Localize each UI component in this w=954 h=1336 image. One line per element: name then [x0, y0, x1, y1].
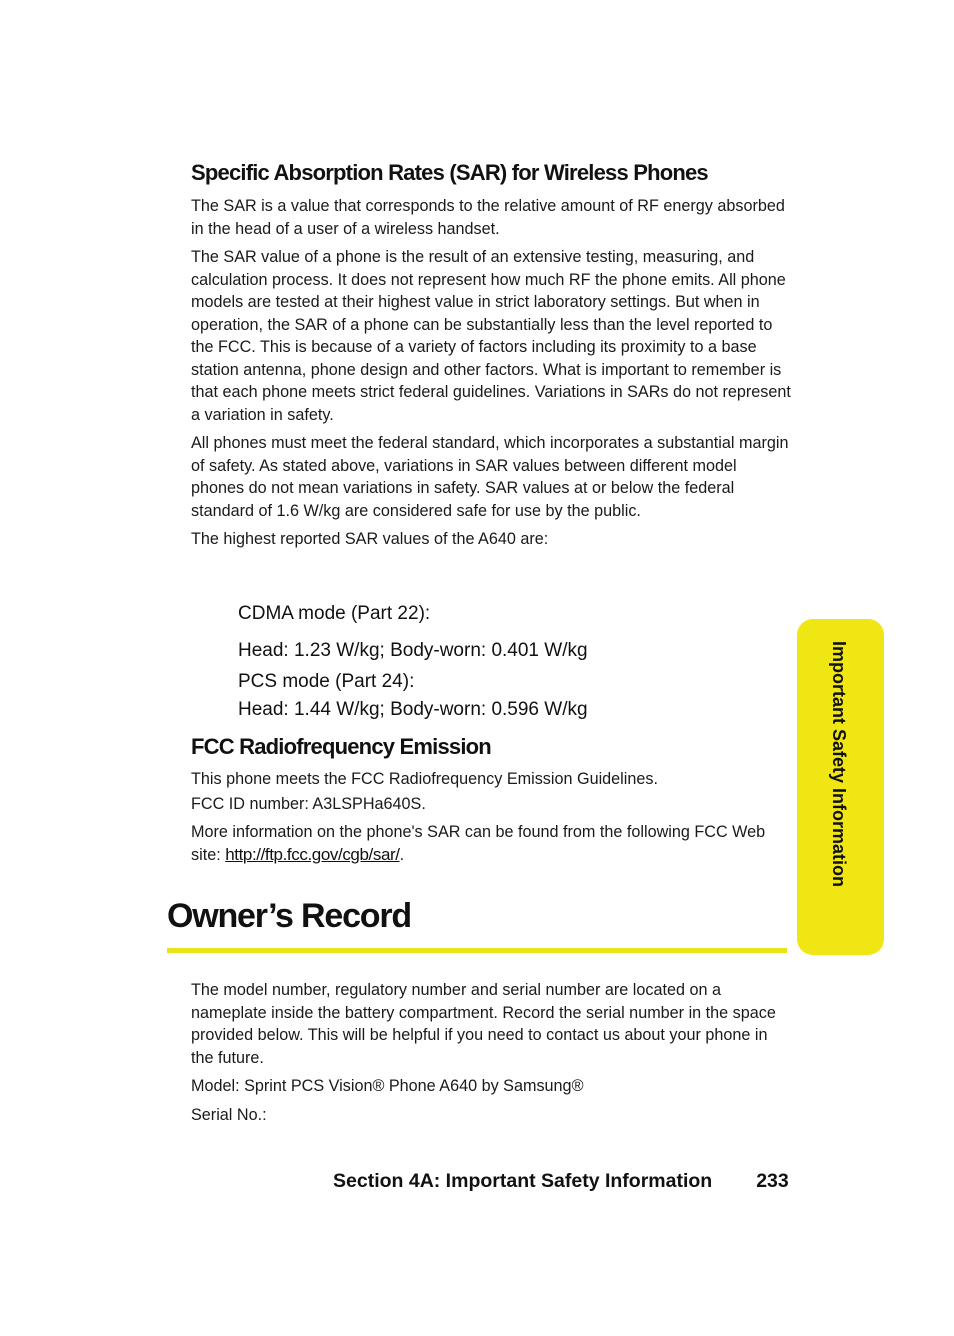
fcc-id-line: FCC ID number: A3LSPHa640S. [191, 794, 426, 813]
page-number: 233 [756, 1170, 789, 1192]
fcc-paragraph-1: This phone meets the FCC Radiofrequency Emission Guidelines. [191, 770, 658, 788]
fcc-body [191, 768, 791, 872]
sar-heading: Specific Absorption Rates (SAR) for Wireless Phones [191, 160, 708, 185]
owners-record-paragraph: The model number, regulatory number and serial number are located on a nameplate inside the battery compartment. Record the serial number in the space provided below. This will be helpful if you need to contact us about your phone in the future. [191, 981, 776, 1067]
fcc-heading: FCC Radiofrequency Emission [191, 734, 491, 759]
pcs-mode-values: Head: 1.44 W/kg; Body-worn: 0.596 W/kg [238, 699, 588, 720]
page-footer [333, 1170, 789, 1193]
cdma-mode-values: Head: 1.23 W/kg; Body-worn: 0.401 W/kg [238, 640, 588, 661]
side-tab-label: Important Safety Information [829, 641, 849, 888]
serial-line: Serial No.: [191, 1105, 267, 1124]
sar-body [191, 195, 791, 557]
fcc-more-info-text: More information on the phone's SAR can be found from the following FCC Web site: [191, 823, 766, 864]
sar-paragraph-3: All phones must meet the federal standard, which incorporates a substantial margin of safety. As stated above, variations in SAR values between different model phones do not mean variations in safety. SAR values at or below the federal standard of 1.6 W/kg are considered safe for use by the public. [191, 434, 789, 520]
fcc-link-period: . [399, 845, 405, 864]
side-tab [797, 619, 884, 955]
title-underline [167, 948, 787, 953]
pcs-mode-label: PCS mode (Part 24): [238, 671, 415, 692]
sar-paragraph-2: The SAR value of a phone is the result of an extensive testing, measuring, and calculation process. It does not represent how much RF the phone emits. All phone models are tested at their highest value in strict laboratory settings. But when in operation, the SAR of a phone can be substantially less than the level reported to the FCC. This is because of a variety of factors including its proximity to a base station antenna, phone design and other factors. What is important to remember is that each phone meets strict federal guidelines. Variations in SARs do not represent a variation in safety. [191, 248, 791, 424]
fcc-paragraph-3 [191, 821, 791, 866]
owners-record-body [191, 979, 791, 1132]
sar-paragraph-4: The highest reported SAR values of the A640 are: [191, 530, 549, 548]
cdma-mode-label: CDMA mode (Part 22): [238, 603, 431, 624]
fcc-sar-link[interactable]: http://ftp.fcc.gov/cgb/sar/ [225, 844, 400, 864]
owners-record-title: Owner’s Record [167, 897, 411, 935]
sar-paragraph-1: The SAR is a value that corresponds to the relative amount of RF energy absorbed in the head of a user of a wireless handset. [191, 197, 785, 238]
footer-section-title: Section 4A: Important Safety Information [333, 1170, 713, 1192]
model-line: Model: Sprint PCS Vision® Phone A640 by Samsung® [191, 1077, 584, 1095]
